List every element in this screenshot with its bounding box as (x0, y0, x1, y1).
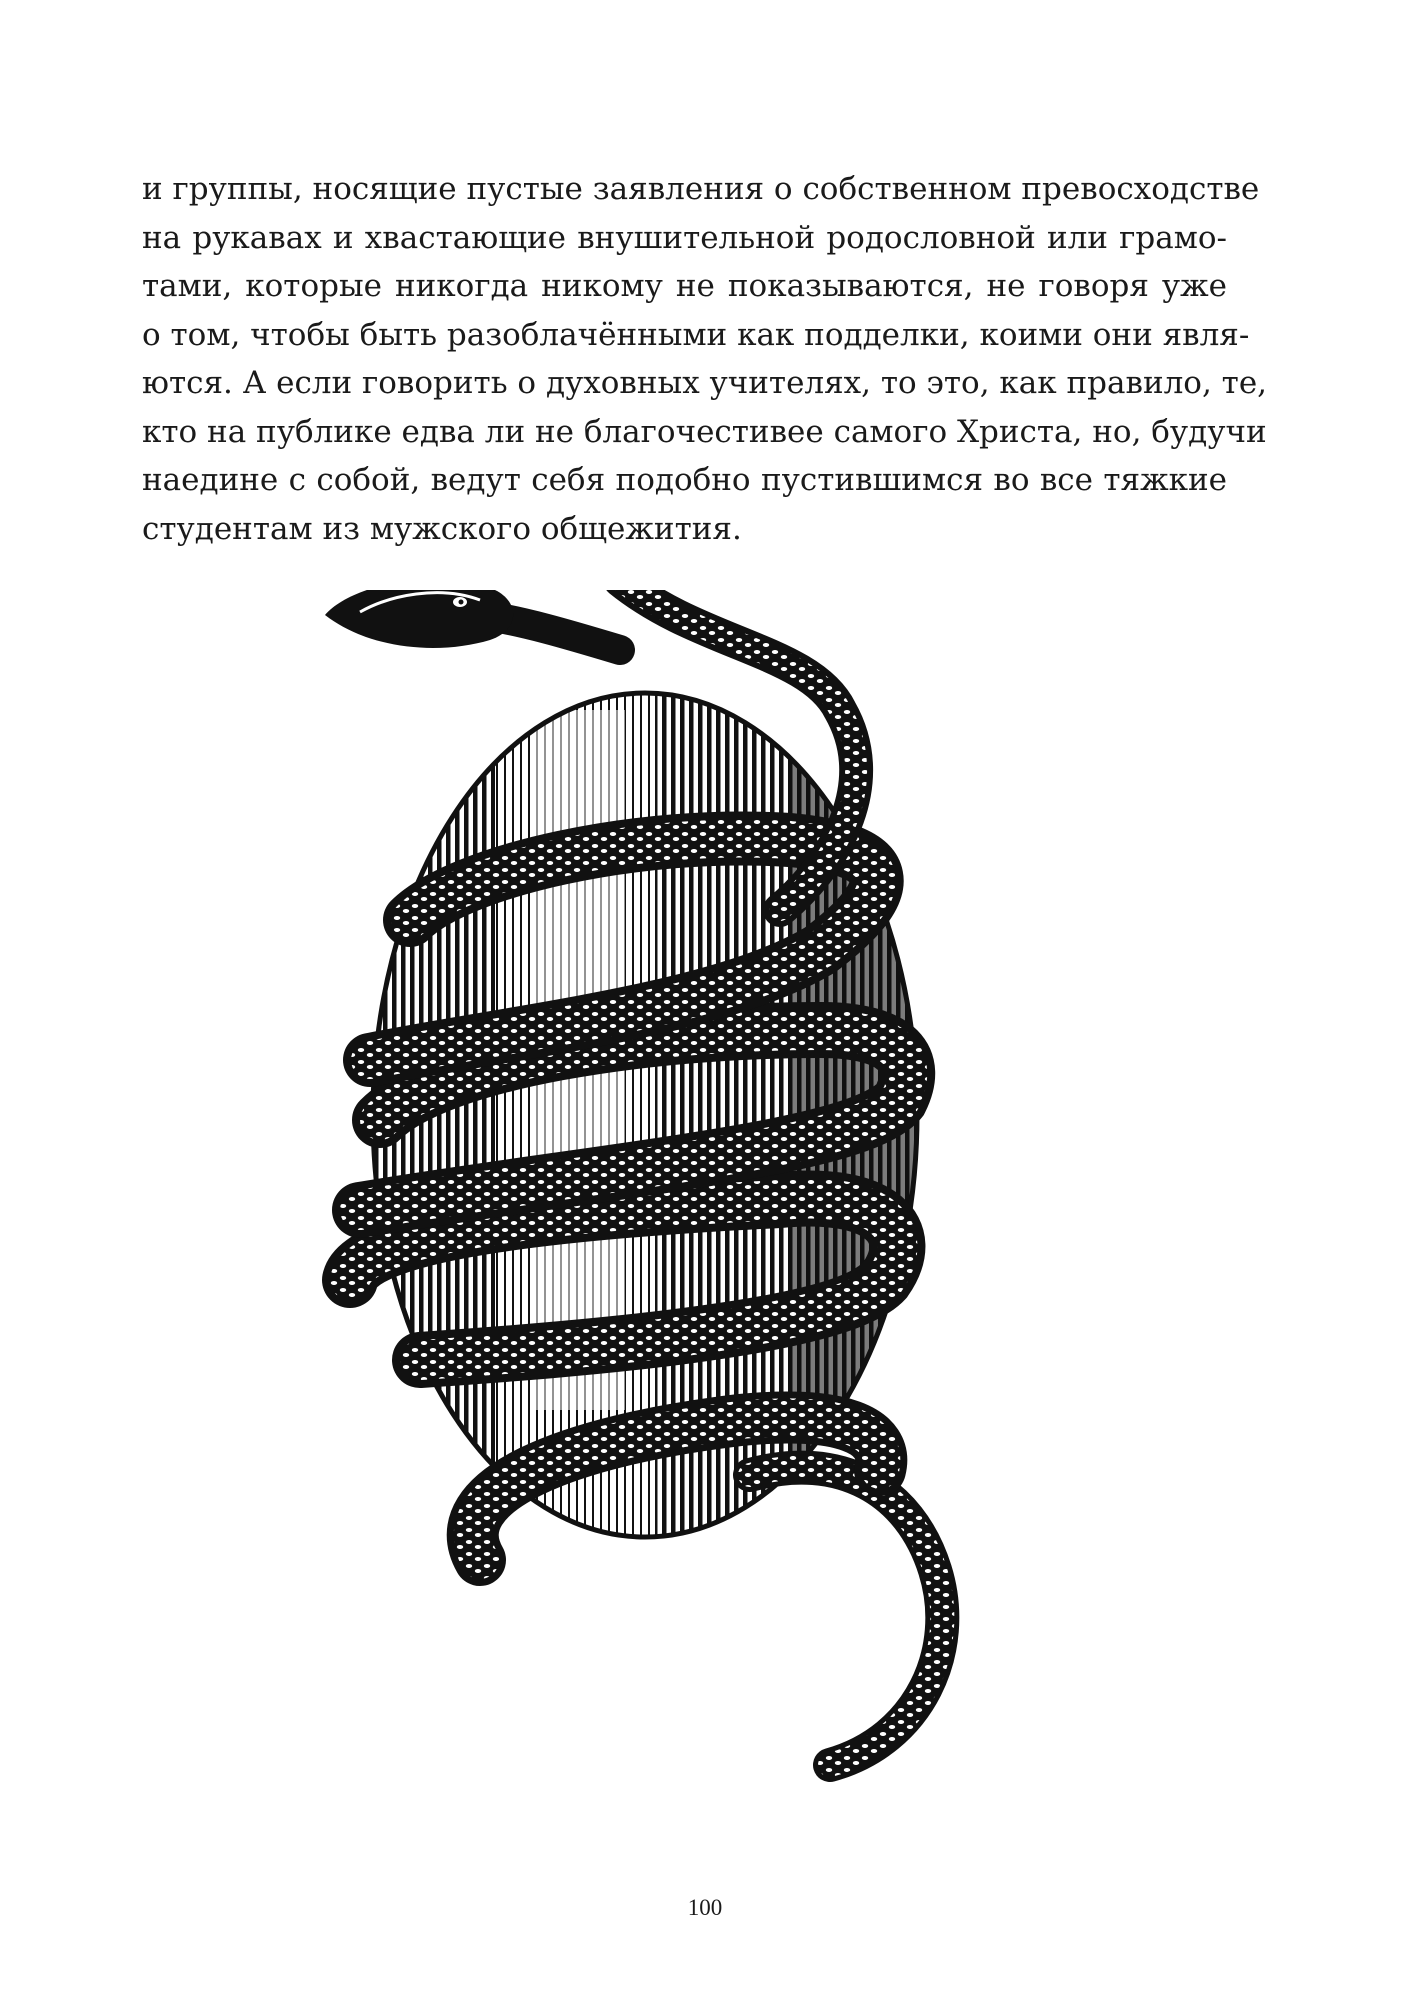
text-line: о том, чтобы быть разоблачёнными как подделки, коими они явля- (142, 316, 1250, 353)
text-line: ются. А если говорить о духовных учителях, то это, как правило, те, (142, 365, 1268, 401)
body-paragraph (142, 165, 1268, 553)
snake-head (325, 590, 513, 648)
snake-egg-illustration (320, 590, 1100, 1830)
text-line: на рукавах и хвастающие внушительной родословной или грамо- (142, 219, 1227, 256)
text-line: наедине с собой, ведут себя подобно пустившимся во все тяжкие (142, 462, 1227, 498)
text-line: тами, которые никогда никому не показываются, не говоря уже (142, 268, 1227, 304)
text-line: кто на публике едва ли не благочестивее самого Христа, но, будучи (142, 413, 1267, 450)
page-number: 100 (687, 1895, 723, 1920)
text-line: и группы, носящие пустые заявления о собственном превосходстве (142, 171, 1260, 207)
text-line: студентам из мужского общежития. (142, 510, 742, 547)
